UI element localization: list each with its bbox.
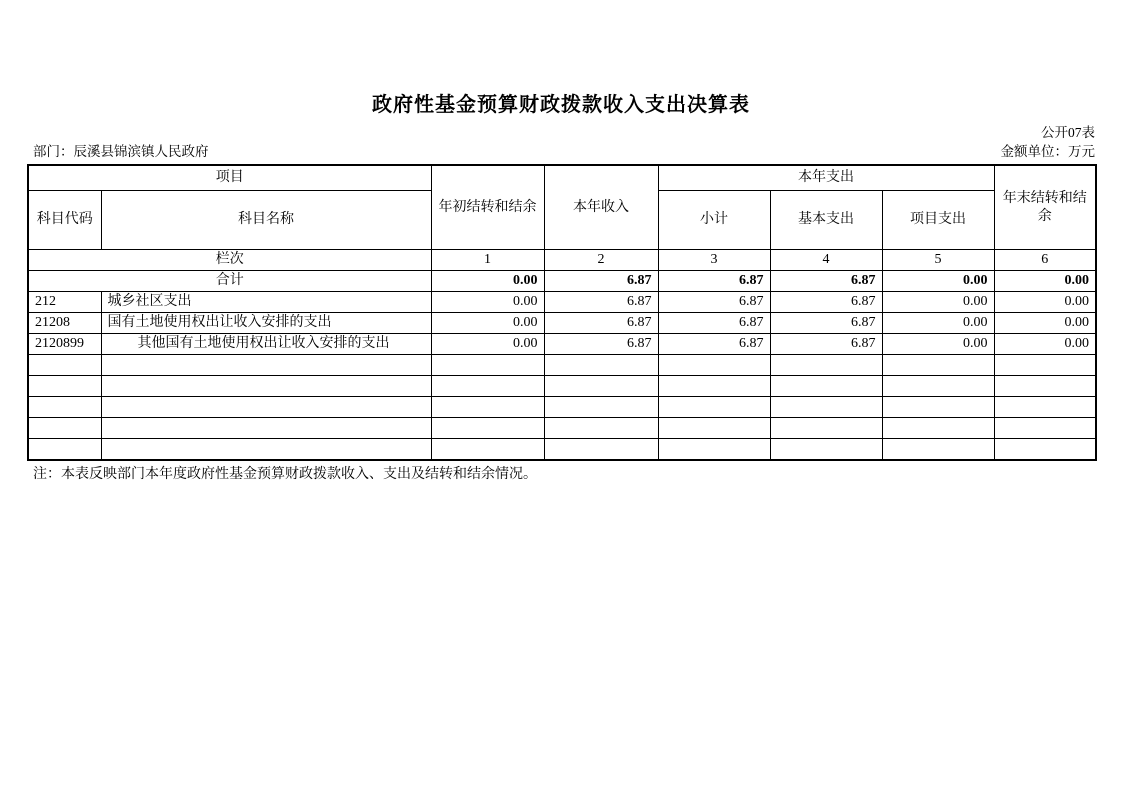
total-label: 合计 [28, 271, 431, 292]
cell-annual-income: 6.87 [544, 313, 658, 334]
column-index-2: 2 [544, 250, 658, 271]
header-subject-code: 科目代码 [28, 191, 101, 250]
cell-basic-expenditure: 6.87 [770, 292, 882, 313]
table-row [28, 334, 1096, 355]
total-subtotal: 6.87 [658, 271, 770, 292]
total-opening-balance: 0.00 [431, 271, 544, 292]
total-annual-income: 6.87 [544, 271, 658, 292]
header-annual-expenditure: 本年支出 [658, 165, 994, 191]
header-row-1 [28, 165, 1096, 191]
page-title: 政府性基金预算财政拨款收入支出决算表 [372, 94, 750, 116]
header-subject-name: 科目名称 [101, 191, 431, 250]
table-row [28, 313, 1096, 334]
cell-closing-balance: 0.00 [994, 334, 1096, 355]
column-index-5: 5 [882, 250, 994, 271]
total-project-expenditure: 0.00 [882, 271, 994, 292]
empty-row [28, 418, 1096, 439]
cell-opening-balance: 0.00 [431, 313, 544, 334]
column-index-6: 6 [994, 250, 1096, 271]
column-index-row [28, 250, 1096, 271]
cell-closing-balance: 0.00 [994, 292, 1096, 313]
empty-row [28, 397, 1096, 418]
empty-row [28, 376, 1096, 397]
column-index-1: 1 [431, 250, 544, 271]
cell-subtotal: 6.87 [658, 313, 770, 334]
cell-project-expenditure: 0.00 [882, 334, 994, 355]
header-annual-income: 本年收入 [544, 165, 658, 250]
cell-subject-code: 212 [28, 292, 101, 313]
total-basic-expenditure: 6.87 [770, 271, 882, 292]
cell-basic-expenditure: 6.87 [770, 313, 882, 334]
cell-subject-code: 2120899 [28, 334, 101, 355]
empty-row [28, 439, 1096, 461]
cell-closing-balance: 0.00 [994, 313, 1096, 334]
cell-opening-balance: 0.00 [431, 334, 544, 355]
cell-annual-income: 6.87 [544, 334, 658, 355]
total-row [28, 271, 1096, 292]
cell-project-expenditure: 0.00 [882, 292, 994, 313]
cell-project-expenditure: 0.00 [882, 313, 994, 334]
cell-subtotal: 6.87 [658, 334, 770, 355]
cell-subtotal: 6.87 [658, 292, 770, 313]
meta-line [27, 143, 1095, 161]
header-basic-expenditure: 基本支出 [770, 191, 882, 250]
header-opening-balance: 年初结转和结余 [431, 165, 544, 250]
table-row [28, 292, 1096, 313]
budget-table [27, 164, 1097, 461]
cell-subject-name: 其他国有土地使用权出让收入安排的支出 [101, 334, 431, 355]
footnote: 注：本表反映部门本年度政府性基金预算财政拨款收入、支出及结转和结余情况。 [33, 467, 537, 482]
column-index-label: 栏次 [28, 250, 431, 271]
cell-opening-balance: 0.00 [431, 292, 544, 313]
header-project-expenditure: 项目支出 [882, 191, 994, 250]
cell-subject-name: 国有土地使用权出让收入安排的支出 [101, 313, 431, 334]
header-closing-balance: 年末结转和结余 [994, 165, 1096, 250]
cell-annual-income: 6.87 [544, 292, 658, 313]
header-subtotal: 小计 [658, 191, 770, 250]
cell-subject-name: 城乡社区支出 [101, 292, 431, 313]
empty-row [28, 355, 1096, 376]
cell-subject-code: 21208 [28, 313, 101, 334]
table-code-label: 公开07表 [1041, 125, 1095, 140]
unit-label: 金额单位：万元 [1000, 144, 1095, 159]
column-index-4: 4 [770, 250, 882, 271]
header-project: 项目 [28, 165, 431, 191]
department-label: 部门：辰溪县锦滨镇人民政府 [33, 144, 209, 159]
column-index-3: 3 [658, 250, 770, 271]
total-closing-balance: 0.00 [994, 271, 1096, 292]
cell-basic-expenditure: 6.87 [770, 334, 882, 355]
